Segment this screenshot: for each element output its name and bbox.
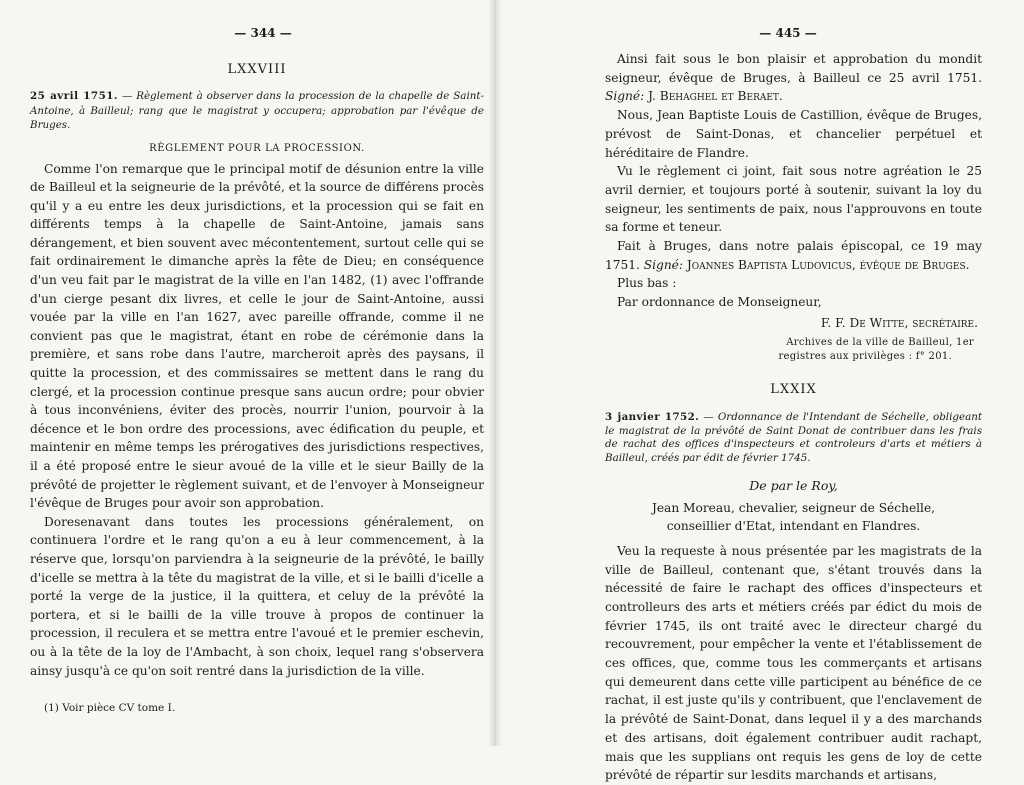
- archive-reference: [605, 336, 974, 364]
- signatories: J. Behaghel et Beraet.: [648, 89, 783, 104]
- body-paragraph: Doresenavant dans toutes les processions généralement, on continuera l'ordre et le rang qu'on a eu à leur commencement, à la réserve que, lorsqu'on parviendra à la seigneurie de la prévôté, le bailly d'icelle se mettra à la tête du magistrat de la ville, et si le bailli d'icelle a porté la verge de la justice, il la quittera, et celuy de la prévôté la portera, et si le bailli de la ville trouve à propos de continuer la procession, il reculera et se mettra entre l'avoué et le premier eschevin, ou à la tête de la loy de l'Ambacht, à son choix, lequel rang s'observera ainsy jusqu'à ce qu'on soit rentré dans la jurisdiction de la ville.: [30, 514, 484, 678]
- ordonnance-line: Par ordonnance de Monseigneur,: [617, 295, 822, 310]
- page-number-left: — 344 —: [234, 26, 292, 40]
- approval-paragraph: [605, 50, 982, 106]
- footnote: (1) Voir pièce CV tome I.: [44, 702, 176, 714]
- issuer-block: [605, 499, 982, 536]
- section-subtitle: RÈGLEMENT POUR LA PROCESSION.: [149, 142, 365, 154]
- right-page: [512, 0, 1024, 783]
- document-date-2: 3 janvier 1752.: [605, 410, 700, 423]
- plus-bas: Plus bas :: [617, 276, 677, 291]
- bishop-signature: Joannes Baptista Ludovicus, évêque de Bruges.: [686, 257, 970, 272]
- document-heading: [30, 89, 484, 133]
- signed-label: Signé:: [605, 89, 645, 104]
- body-paragraph: Comme l'on remarque que le principal motif de désunion entre la ville de Bailleul et la seigneurie de la prévôté, et la source de différens procès qu'il y a eu entre les deux jurisdictions, et la procession qui se fait en différents temps à la chapelle de Saint-Antoine, jamais sans dérangement, et bien souvent avec mécontentement, surtout celle qui se fait ordinairement le dimanche après la fête de Dieu; en conséquence d'un veu fait par le magistrat de la ville en l'an 1482, (1) avec l'offrande d'un cierge pesant dix livres, et celle le jour de Saint-Antoine, aussi vouée par la ville en l'an 1627, avec pareille offrande, comme il ne convient pas que le magistrat, étant en robe de cérémonie dans la première, et sans robe dans l'autre, marcheroit après des paysans, il quitte la procession, et des commissaires se mettent dans le rang du clergé, et la procession continue presque sans aucun ordre; pour obvier à tous inconvéniens, éviter des procès, nourrir l'union, pourvoir à la décence et le bon ordre des processions, avec édification du peuple, et maintenir en même temps les prérogatives des jurisdictions respectives, il a été proposé entre le sieur avoué de la ville et le sieur Bailly de la prévôté de projetter le règlement suivant, et de l'envoyer à Monseigneur l'évêque de Bruges pour avoir son approbation.: [30, 161, 484, 511]
- fait-text: Fait à Bruges, dans notre palais épiscopal, ce 19 may 1751.: [605, 239, 982, 272]
- archive-line-1: Archives de la ville de Bailleul, 1er: [786, 336, 974, 348]
- document-summary-2: — Ordonnance de l'Intendant de Séchelle, obligeant le magistrat de la prévôté de Saint Donat de contribuer dans les frais de rachat des offices d'inspecteurs et controleurs d'arts et métiers à Bailleul, créés par édit de février 1745.: [605, 410, 982, 465]
- signed-label: Signé:: [643, 257, 683, 272]
- approval-text: Ainsi fait sous le bon plaisir et approbation du mondit seigneur, évêque de Bruges, à Bailleul ce 25 avril 1751.: [605, 52, 982, 85]
- de-par-le-roy: De par le Roy,: [749, 478, 838, 494]
- document-numeral-2: LXXIX: [770, 381, 817, 397]
- left-page-body: [30, 62, 484, 680]
- document-numeral: LXXVIII: [227, 62, 287, 77]
- left-page: [0, 0, 512, 746]
- issuer-line-2: conseillier d'Etat, intendant en Flandres.: [666, 519, 921, 534]
- approval-body-paragraph: Vu le règlement ci joint, fait sous notre agréation le 25 avril dernier, et toujours porté à soutenir, suivant la loy du seigneur, les sentiments de paix, nous l'approuvons en toute sa forme et teneur.: [605, 164, 982, 235]
- archive-line-2: registres aux privilèges : f° 201.: [778, 350, 952, 362]
- document-heading-2: [605, 411, 982, 466]
- document-date: 25 avril 1751.: [30, 90, 118, 102]
- fait-paragraph: [605, 237, 982, 274]
- right-page-body: [605, 50, 982, 785]
- request-paragraph: Veu la requeste à nous présentée par les magistrats de la ville de Bailleul, contenant que, s'étant trouvés dans la nécessité de faire le rachapt des offices d'inspecteurs et controlleurs des arts et métiers créés par édict du mois de février 1745, ils ont traité avec le directeur chargé du recouvrement, pour empêcher la vente et l'établissement de ces offices, que, comme tous les commerçants et artisans qui demeurent dans cette ville participent au bénéfice de ce rachat, il est juste qu'ils y contribuent, que l'enclavement de la prévôté de Saint-Donat, dans lequel il y a des marchands et des artisans, doit également contribuer audit rachapt, mais que les supplians ont requis les gens de loy de cette prévôté de répartir sur lesdits marchands et artisans,: [605, 543, 982, 783]
- page-number-right: — 445 —: [759, 26, 817, 40]
- bishop-paragraph: Nous, Jean Baptiste Louis de Castillion, évêque de Bruges, prévost de Saint-Donas, et chancelier perpétuel et héréditaire de Flandre.: [605, 108, 982, 160]
- document-summary: — Règlement à observer dans la procession de la chapelle de Saint-Antoine, à Bailleul; rang que le magistrat y occupera; approbation par l'évêque de Bruges.: [30, 90, 484, 131]
- issuer-line-1: Jean Moreau, chevalier, seigneur de Séchelle,: [651, 501, 936, 516]
- secretary-signature: F. F. De Witte, secrétaire.: [820, 315, 978, 330]
